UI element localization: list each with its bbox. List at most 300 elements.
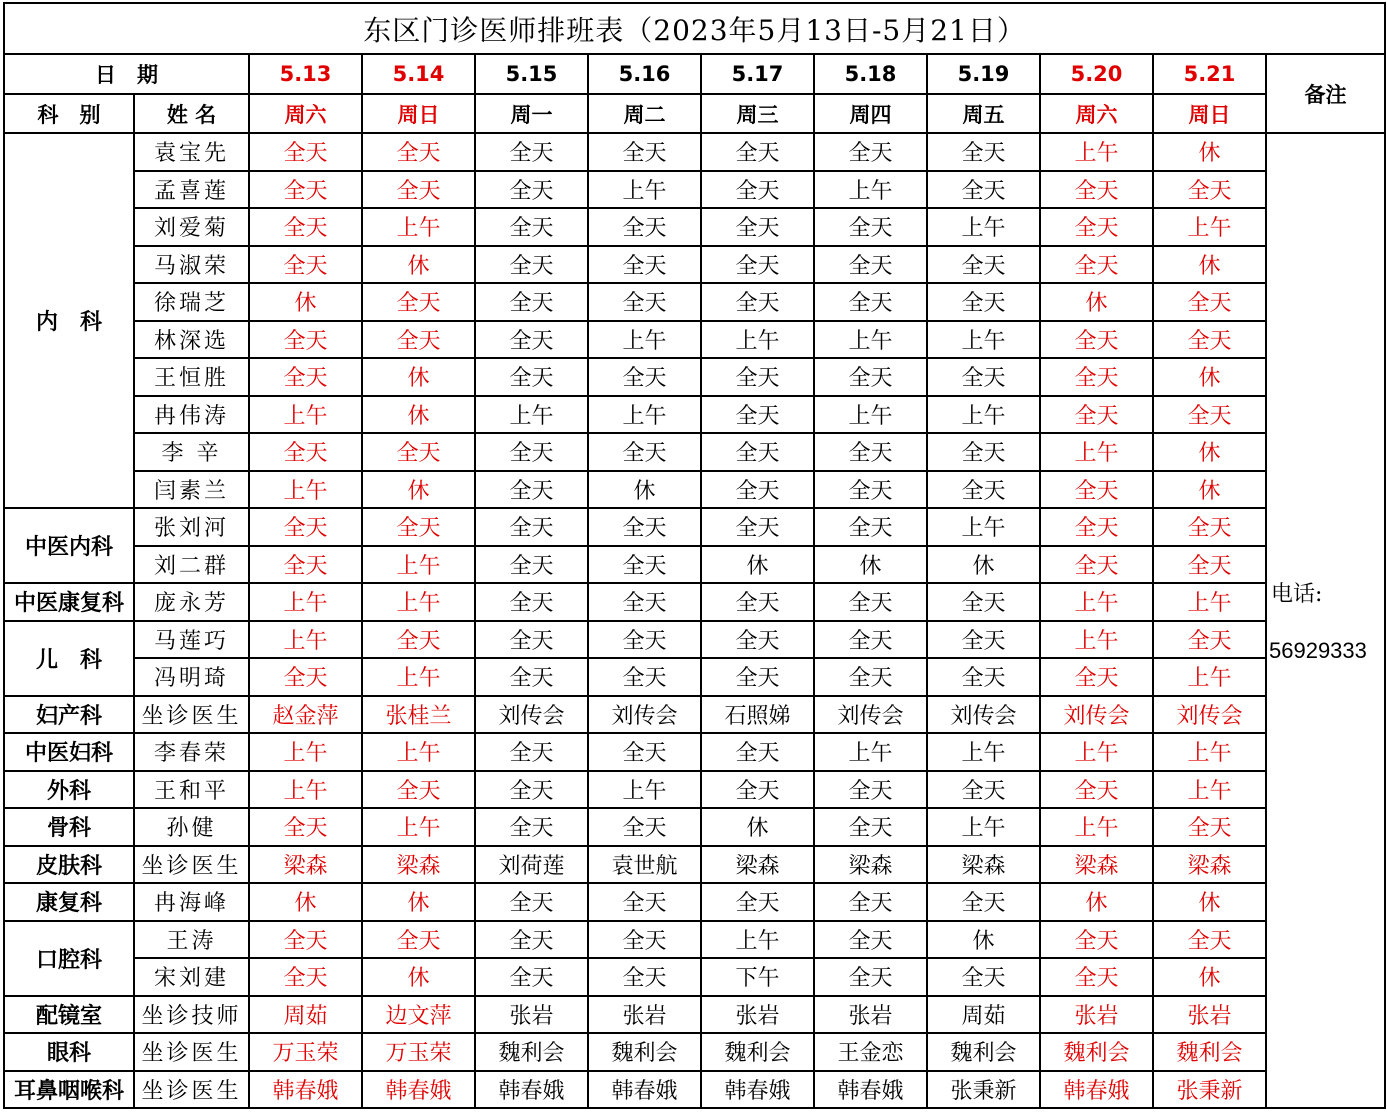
schedule-table <box>3 2 1386 1109</box>
shift-cell: 全天 <box>249 321 362 359</box>
shift-cell: 休 <box>814 546 927 584</box>
shift-cell: 梁森 <box>1153 846 1266 884</box>
shift-cell: 上午 <box>1153 733 1266 771</box>
table-row <box>4 283 1385 321</box>
shift-cell: 上午 <box>1040 433 1153 471</box>
doctor-name-cell: 马莲巧 <box>134 621 249 659</box>
doctor-name-cell: 冯明琦 <box>134 658 249 696</box>
table-row <box>4 1033 1385 1071</box>
shift-cell: 全天 <box>1040 171 1153 209</box>
shift-cell: 全天 <box>1153 396 1266 434</box>
shift-cell: 上午 <box>249 621 362 659</box>
shift-cell: 全天 <box>475 433 588 471</box>
shift-cell: 韩春娥 <box>362 1071 475 1109</box>
table-row <box>4 508 1385 546</box>
shift-cell: 全天 <box>927 133 1040 171</box>
doctor-name-cell: 马淑荣 <box>134 246 249 284</box>
shift-cell: 韩春娥 <box>249 1071 362 1109</box>
doctor-name-cell: 坐诊医生 <box>134 1071 249 1109</box>
table-row <box>4 733 1385 771</box>
shift-cell: 全天 <box>249 208 362 246</box>
shift-cell: 张秉新 <box>927 1071 1040 1109</box>
shift-cell: 休 <box>1153 883 1266 921</box>
shift-cell: 全天 <box>249 546 362 584</box>
shift-cell: 全天 <box>927 583 1040 621</box>
shift-cell: 休 <box>701 546 814 584</box>
shift-cell: 全天 <box>1153 283 1266 321</box>
weekday-cell: 周五 <box>927 94 1040 133</box>
table-row <box>4 696 1385 734</box>
department-cell: 骨科 <box>4 808 134 846</box>
shift-cell: 全天 <box>1040 358 1153 396</box>
shift-cell: 休 <box>1040 283 1153 321</box>
shift-cell: 全天 <box>1040 321 1153 359</box>
doctor-name-cell: 孟喜莲 <box>134 171 249 209</box>
shift-cell: 上午 <box>1040 583 1153 621</box>
doctor-name-cell: 林深选 <box>134 321 249 359</box>
shift-cell: 全天 <box>249 658 362 696</box>
shift-cell: 休 <box>249 283 362 321</box>
department-cell: 眼科 <box>4 1033 134 1071</box>
shift-cell: 全天 <box>814 583 927 621</box>
phone-label: 电话: <box>1271 582 1323 607</box>
weekday-cell: 周日 <box>362 94 475 133</box>
doctor-name-cell: 李春荣 <box>134 733 249 771</box>
shift-cell: 全天 <box>475 358 588 396</box>
shift-cell: 全天 <box>1040 546 1153 584</box>
date-cell: 5.13 <box>249 54 362 94</box>
shift-cell: 刘传会 <box>927 696 1040 734</box>
shift-cell: 梁森 <box>249 846 362 884</box>
shift-cell: 休 <box>588 471 701 509</box>
table-row <box>4 171 1385 209</box>
shift-cell: 王金恋 <box>814 1033 927 1071</box>
weekday-cell: 周三 <box>701 94 814 133</box>
shift-cell: 全天 <box>927 958 1040 996</box>
table-row <box>4 546 1385 584</box>
table-row <box>4 808 1385 846</box>
table-row <box>4 321 1385 359</box>
shift-cell: 全天 <box>588 546 701 584</box>
shift-cell: 全天 <box>701 171 814 209</box>
shift-cell: 全天 <box>249 433 362 471</box>
shift-cell: 全天 <box>588 508 701 546</box>
shift-cell: 上午 <box>814 171 927 209</box>
shift-cell: 全天 <box>701 883 814 921</box>
doctor-name-cell: 刘爱菊 <box>134 208 249 246</box>
phone-number: 56929333 <box>1269 638 1367 663</box>
shift-cell: 全天 <box>475 921 588 959</box>
shift-cell: 刘传会 <box>814 696 927 734</box>
shift-cell: 全天 <box>475 283 588 321</box>
shift-cell: 全天 <box>814 808 927 846</box>
department-cell: 康复科 <box>4 883 134 921</box>
table-row <box>4 996 1385 1034</box>
date-cell: 5.14 <box>362 54 475 94</box>
shift-cell: 全天 <box>475 546 588 584</box>
shift-cell: 全天 <box>814 658 927 696</box>
shift-cell: 休 <box>362 958 475 996</box>
shift-cell: 全天 <box>1040 958 1153 996</box>
shift-cell: 全天 <box>362 321 475 359</box>
shift-cell: 休 <box>927 921 1040 959</box>
shift-cell: 全天 <box>701 471 814 509</box>
shift-cell: 上午 <box>927 508 1040 546</box>
shift-cell: 全天 <box>927 171 1040 209</box>
page-title: 东区门诊医师排班表（2023年5月13日-5月21日） <box>4 3 1385 54</box>
shift-cell: 万玉荣 <box>249 1033 362 1071</box>
remark-cell <box>1266 133 1385 1108</box>
doctor-name-cell: 坐诊医生 <box>134 1033 249 1071</box>
department-cell: 中医内科 <box>4 508 134 583</box>
shift-cell: 全天 <box>814 921 927 959</box>
shift-cell: 上午 <box>814 733 927 771</box>
shift-cell: 上午 <box>701 321 814 359</box>
dept-header: 科 别 <box>4 94 134 133</box>
shift-cell: 韩春娥 <box>1040 1071 1153 1109</box>
shift-cell: 全天 <box>814 208 927 246</box>
table-row <box>4 621 1385 659</box>
doctor-name-cell: 庞永芳 <box>134 583 249 621</box>
shift-cell: 全天 <box>1153 546 1266 584</box>
shift-cell: 全天 <box>249 808 362 846</box>
shift-cell: 全天 <box>475 208 588 246</box>
shift-cell: 上午 <box>927 208 1040 246</box>
shift-cell: 休 <box>1153 433 1266 471</box>
shift-cell: 全天 <box>588 733 701 771</box>
shift-cell: 下午 <box>701 958 814 996</box>
shift-cell: 全天 <box>701 358 814 396</box>
shift-cell: 上午 <box>1153 208 1266 246</box>
table-row <box>4 771 1385 809</box>
shift-cell: 上午 <box>814 321 927 359</box>
shift-cell: 全天 <box>249 133 362 171</box>
shift-cell: 全天 <box>249 958 362 996</box>
shift-cell: 刘传会 <box>1040 696 1153 734</box>
shift-cell: 全天 <box>927 883 1040 921</box>
shift-cell: 上午 <box>814 396 927 434</box>
shift-cell: 休 <box>362 396 475 434</box>
shift-cell: 休 <box>362 471 475 509</box>
shift-cell: 上午 <box>588 171 701 209</box>
shift-cell: 魏利会 <box>475 1033 588 1071</box>
shift-cell: 上午 <box>927 808 1040 846</box>
shift-cell: 全天 <box>701 621 814 659</box>
table-row <box>4 658 1385 696</box>
shift-cell: 全天 <box>814 246 927 284</box>
date-cell: 5.17 <box>701 54 814 94</box>
shift-cell: 上午 <box>249 471 362 509</box>
shift-cell: 全天 <box>814 771 927 809</box>
weekday-cell: 周二 <box>588 94 701 133</box>
weekday-cell: 周日 <box>1153 94 1266 133</box>
shift-cell: 全天 <box>588 658 701 696</box>
shift-cell: 全天 <box>701 733 814 771</box>
shift-cell: 全天 <box>362 283 475 321</box>
shift-cell: 全天 <box>1040 658 1153 696</box>
doctor-name-cell: 袁宝先 <box>134 133 249 171</box>
shift-cell: 上午 <box>927 321 1040 359</box>
shift-cell: 全天 <box>475 733 588 771</box>
doctor-name-cell: 王涛 <box>134 921 249 959</box>
shift-cell: 全天 <box>701 771 814 809</box>
shift-cell: 上午 <box>362 733 475 771</box>
shift-cell: 全天 <box>475 321 588 359</box>
weekday-cell: 周四 <box>814 94 927 133</box>
shift-cell: 张桂兰 <box>362 696 475 734</box>
shift-cell: 梁森 <box>701 846 814 884</box>
shift-cell: 上午 <box>362 583 475 621</box>
shift-cell: 韩春娥 <box>701 1071 814 1109</box>
shift-cell: 休 <box>1153 133 1266 171</box>
shift-cell: 张岩 <box>701 996 814 1034</box>
department-cell: 外科 <box>4 771 134 809</box>
shift-cell: 全天 <box>701 433 814 471</box>
shift-cell: 全天 <box>1040 208 1153 246</box>
table-row <box>4 433 1385 471</box>
shift-cell: 全天 <box>927 771 1040 809</box>
table-row <box>4 246 1385 284</box>
shift-cell: 全天 <box>362 171 475 209</box>
shift-cell: 全天 <box>1153 921 1266 959</box>
shift-cell: 全天 <box>814 883 927 921</box>
shift-cell: 全天 <box>1153 321 1266 359</box>
shift-cell: 周茹 <box>249 996 362 1034</box>
shift-cell: 上午 <box>362 808 475 846</box>
shift-cell: 上午 <box>249 771 362 809</box>
table-row <box>4 921 1385 959</box>
shift-cell: 韩春娥 <box>814 1071 927 1109</box>
shift-cell: 全天 <box>1040 921 1153 959</box>
shift-cell: 全天 <box>814 958 927 996</box>
department-cell: 内 科 <box>4 133 134 508</box>
shift-cell: 边文萍 <box>362 996 475 1034</box>
shift-cell: 全天 <box>927 471 1040 509</box>
table-row <box>4 396 1385 434</box>
shift-cell: 魏利会 <box>588 1033 701 1071</box>
shift-cell: 全天 <box>814 621 927 659</box>
doctor-name-cell: 王和平 <box>134 771 249 809</box>
shift-cell: 全天 <box>588 433 701 471</box>
doctor-name-cell: 王恒胜 <box>134 358 249 396</box>
shift-cell: 全天 <box>701 283 814 321</box>
doctor-name-cell: 闫素兰 <box>134 471 249 509</box>
doctor-name-cell: 坐诊医生 <box>134 696 249 734</box>
shift-cell: 全天 <box>1040 246 1153 284</box>
shift-cell: 全天 <box>814 133 927 171</box>
shift-cell: 全天 <box>1040 508 1153 546</box>
shift-cell: 韩春娥 <box>588 1071 701 1109</box>
shift-cell: 上午 <box>1040 733 1153 771</box>
name-header: 姓 名 <box>134 94 249 133</box>
weekday-cell: 周六 <box>249 94 362 133</box>
doctor-name-cell: 张刘河 <box>134 508 249 546</box>
shift-cell: 全天 <box>475 883 588 921</box>
shift-cell: 刘传会 <box>475 696 588 734</box>
shift-cell: 全天 <box>927 283 1040 321</box>
weekday-cell: 周一 <box>475 94 588 133</box>
shift-cell: 休 <box>1153 358 1266 396</box>
shift-cell: 张岩 <box>1153 996 1266 1034</box>
shift-cell: 全天 <box>927 246 1040 284</box>
table-row <box>4 471 1385 509</box>
shift-cell: 全天 <box>701 246 814 284</box>
shift-cell: 全天 <box>362 133 475 171</box>
shift-cell: 上午 <box>249 583 362 621</box>
remark-header: 备注 <box>1266 54 1385 133</box>
shift-cell: 张岩 <box>1040 996 1153 1034</box>
shift-cell: 上午 <box>362 546 475 584</box>
date-cell: 5.18 <box>814 54 927 94</box>
shift-cell: 石照娣 <box>701 696 814 734</box>
table-row <box>4 583 1385 621</box>
shift-cell: 全天 <box>588 358 701 396</box>
shift-cell: 上午 <box>1153 771 1266 809</box>
shift-cell: 全天 <box>588 133 701 171</box>
shift-cell: 刘传会 <box>588 696 701 734</box>
shift-cell: 全天 <box>1040 771 1153 809</box>
table-row <box>4 958 1385 996</box>
shift-cell: 上午 <box>1153 658 1266 696</box>
shift-cell: 休 <box>927 546 1040 584</box>
shift-cell: 休 <box>362 883 475 921</box>
doctor-name-cell: 徐瑞芝 <box>134 283 249 321</box>
shift-cell: 休 <box>362 358 475 396</box>
shift-cell: 全天 <box>362 921 475 959</box>
doctor-name-cell: 孙健 <box>134 808 249 846</box>
shift-cell: 上午 <box>1040 808 1153 846</box>
shift-cell: 万玉荣 <box>362 1033 475 1071</box>
shift-cell: 全天 <box>701 658 814 696</box>
doctor-name-cell: 坐诊技师 <box>134 996 249 1034</box>
shift-cell: 全天 <box>362 621 475 659</box>
shift-cell: 上午 <box>701 921 814 959</box>
shift-cell: 全天 <box>475 958 588 996</box>
shift-cell: 休 <box>1040 883 1153 921</box>
shift-cell: 全天 <box>588 883 701 921</box>
weekday-cell: 周六 <box>1040 94 1153 133</box>
shift-cell: 全天 <box>475 246 588 284</box>
table-row <box>4 883 1385 921</box>
shift-cell: 全天 <box>814 358 927 396</box>
shift-cell: 全天 <box>362 508 475 546</box>
date-cell: 5.15 <box>475 54 588 94</box>
department-cell: 中医康复科 <box>4 583 134 621</box>
shift-cell: 全天 <box>475 658 588 696</box>
shift-cell: 赵金萍 <box>249 696 362 734</box>
shift-cell: 全天 <box>249 358 362 396</box>
shift-cell: 魏利会 <box>927 1033 1040 1071</box>
shift-cell: 上午 <box>927 396 1040 434</box>
department-cell: 儿 科 <box>4 621 134 696</box>
department-cell: 耳鼻咽喉科 <box>4 1071 134 1109</box>
shift-cell: 上午 <box>588 771 701 809</box>
table-row <box>4 846 1385 884</box>
shift-cell: 上午 <box>475 396 588 434</box>
table-row <box>4 208 1385 246</box>
department-cell: 妇产科 <box>4 696 134 734</box>
shift-cell: 上午 <box>927 733 1040 771</box>
shift-cell: 上午 <box>1040 621 1153 659</box>
shift-cell: 全天 <box>1153 808 1266 846</box>
doctor-name-cell: 李 辛 <box>134 433 249 471</box>
shift-cell: 全天 <box>701 396 814 434</box>
shift-cell: 全天 <box>1153 508 1266 546</box>
date-cell: 5.19 <box>927 54 1040 94</box>
shift-cell: 全天 <box>362 771 475 809</box>
shift-cell: 全天 <box>814 471 927 509</box>
shift-cell: 上午 <box>249 733 362 771</box>
shift-cell: 全天 <box>475 171 588 209</box>
date-cell: 5.20 <box>1040 54 1153 94</box>
shift-cell: 全天 <box>927 433 1040 471</box>
shift-cell: 全天 <box>588 921 701 959</box>
shift-cell: 上午 <box>588 396 701 434</box>
shift-cell: 全天 <box>927 621 1040 659</box>
shift-cell: 休 <box>1153 471 1266 509</box>
shift-cell: 全天 <box>362 433 475 471</box>
date-header: 日 期 <box>4 54 249 94</box>
shift-cell: 全天 <box>475 133 588 171</box>
shift-cell: 全天 <box>475 583 588 621</box>
shift-cell: 全天 <box>1153 621 1266 659</box>
shift-cell: 刘荷莲 <box>475 846 588 884</box>
shift-cell: 张岩 <box>588 996 701 1034</box>
shift-cell: 张秉新 <box>1153 1071 1266 1109</box>
shift-cell: 韩春娥 <box>475 1071 588 1109</box>
shift-cell: 上午 <box>362 208 475 246</box>
shift-cell: 全天 <box>475 508 588 546</box>
shift-cell: 全天 <box>249 921 362 959</box>
shift-cell: 全天 <box>814 283 927 321</box>
doctor-name-cell: 冉伟涛 <box>134 396 249 434</box>
shift-cell: 梁森 <box>814 846 927 884</box>
shift-cell: 魏利会 <box>701 1033 814 1071</box>
shift-cell: 休 <box>1153 958 1266 996</box>
table-row <box>4 133 1385 171</box>
shift-cell: 休 <box>362 246 475 284</box>
shift-cell: 上午 <box>362 658 475 696</box>
shift-cell: 全天 <box>701 133 814 171</box>
shift-cell: 全天 <box>475 771 588 809</box>
shift-cell: 刘传会 <box>1153 696 1266 734</box>
shift-cell: 梁森 <box>927 846 1040 884</box>
shift-cell: 全天 <box>701 508 814 546</box>
department-cell: 配镜室 <box>4 996 134 1034</box>
shift-cell: 全天 <box>588 808 701 846</box>
table-row <box>4 358 1385 396</box>
department-cell: 中医妇科 <box>4 733 134 771</box>
shift-cell: 全天 <box>475 621 588 659</box>
shift-cell: 全天 <box>814 508 927 546</box>
shift-cell: 上午 <box>1040 133 1153 171</box>
shift-cell: 全天 <box>927 358 1040 396</box>
shift-cell: 全天 <box>701 583 814 621</box>
shift-cell: 休 <box>701 808 814 846</box>
shift-cell: 全天 <box>1153 171 1266 209</box>
shift-cell: 全天 <box>588 208 701 246</box>
shift-cell: 梁森 <box>362 846 475 884</box>
shift-cell: 全天 <box>588 958 701 996</box>
shift-cell: 袁世航 <box>588 846 701 884</box>
shift-cell: 全天 <box>588 583 701 621</box>
shift-cell: 梁森 <box>1040 846 1153 884</box>
shift-cell: 全天 <box>249 508 362 546</box>
shift-cell: 全天 <box>588 246 701 284</box>
shift-cell: 周茹 <box>927 996 1040 1034</box>
shift-cell: 全天 <box>475 471 588 509</box>
department-cell: 口腔科 <box>4 921 134 996</box>
